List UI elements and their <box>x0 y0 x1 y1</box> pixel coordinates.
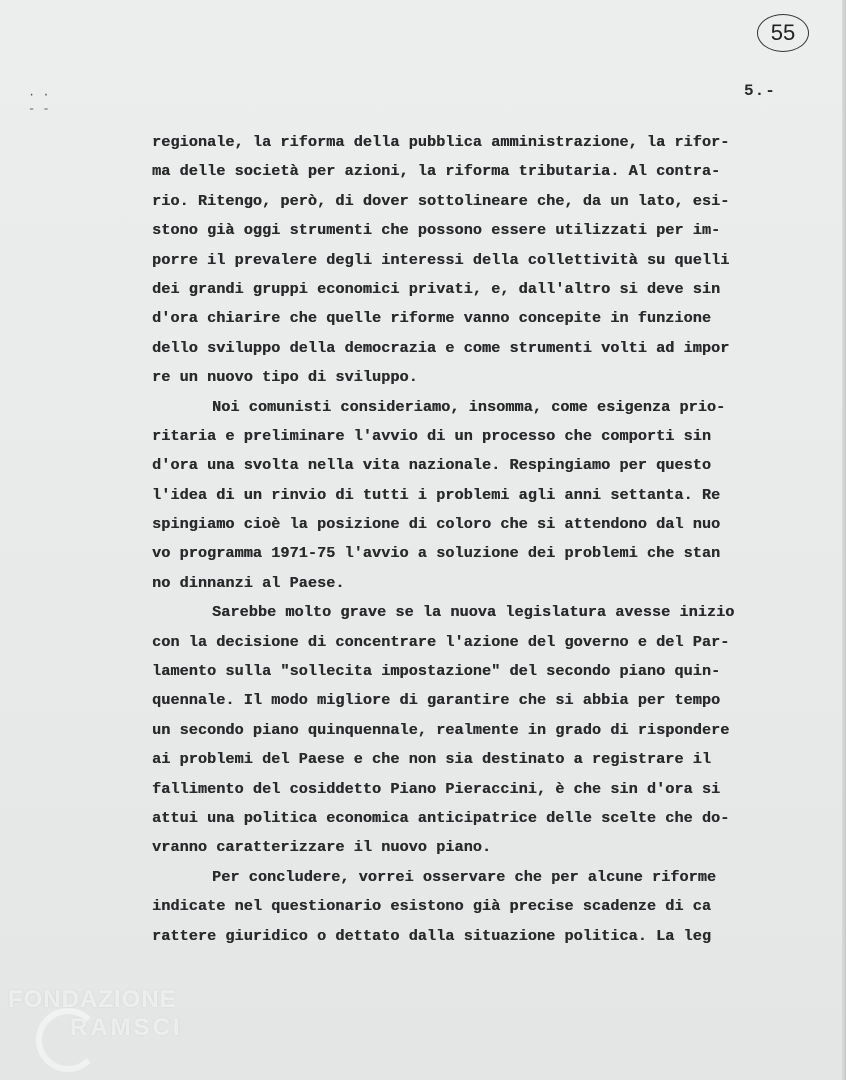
text-line: Sarebbe molto grave se la nuova legislatura avesse inizio <box>212 603 735 622</box>
text-line: rio. Ritengo, però, di dover sottolineare che, da un lato, esi- <box>152 191 730 210</box>
text-line: vranno caratterizzare il nuovo piano. <box>152 838 492 857</box>
text-line: ai problemi del Paese e che non sia destinato a registrare il <box>152 750 712 769</box>
text-line: attui una politica economica anticipatrice delle scelte che do- <box>152 808 730 827</box>
page-number: 5.- <box>744 82 776 100</box>
fondazione-gramsci-watermark <box>8 986 183 1042</box>
text-line: re un nuovo tipo di sviluppo. <box>152 368 418 387</box>
text-line: con la decisione di concentrare l'azione del governo e del Par- <box>152 632 730 651</box>
margin-mark: - - <box>28 102 50 116</box>
text-line: stono già oggi strumenti che possono essere utilizzati per im- <box>152 221 721 240</box>
text-line: ma delle società per azioni, la riforma tributaria. Al contra- <box>152 162 721 181</box>
margin-mark: · · <box>28 88 50 102</box>
watermark-line-1: FONDAZIONE <box>8 986 177 1013</box>
text-line: Noi comunisti consideriamo, insomma, come esigenza prio- <box>212 397 726 416</box>
watermark-line-2: RAMSCI <box>70 1014 183 1041</box>
text-line: fallimento del cosiddetto Piano Pieraccini, è che sin d'ora si <box>152 779 721 798</box>
text-line: d'ora una svolta nella vita nazionale. Respingiamo per questo <box>152 456 712 475</box>
watermark-g-logo-icon <box>36 1008 100 1072</box>
text-line: vo programma 1971-75 l'avvio a soluzione dei problemi che stan <box>152 544 721 563</box>
page-edge <box>842 0 846 1080</box>
text-line: no dinnanzi al Paese. <box>152 573 345 592</box>
typewritten-body <box>152 128 792 951</box>
text-line: un secondo piano quinquennale, realmente in grado di rispondere <box>152 720 730 739</box>
text-line: lamento sulla "sollecita impostazione" del secondo piano quin- <box>152 662 721 681</box>
text-line: quennale. Il modo migliore di garantire che si abbia per tempo <box>152 691 721 710</box>
text-line: porre il prevalere degli interessi della collettività su quelli <box>152 250 730 269</box>
text-line: indicate nel questionario esistono già precise scadenze di ca <box>152 897 712 916</box>
text-line: Per concludere, vorrei osservare che per alcune riforme <box>212 867 717 886</box>
text-line: rattere giuridico o dettato dalla situazione politica. La leg <box>152 926 712 945</box>
text-line: dei grandi gruppi economici privati, e, dall'altro si deve sin <box>152 279 721 298</box>
text-line: l'idea di un rinvio di tutti i problemi agli anni settanta. Re <box>152 485 721 504</box>
margin-marks <box>28 88 50 116</box>
text-line: spingiamo cioè la posizione di coloro che si attendono dal nuo <box>152 515 721 534</box>
archive-page-stamp: 55 <box>757 14 809 52</box>
text-line: regionale, la riforma della pubblica amministrazione, la rifor- <box>152 133 730 151</box>
text-line: d'ora chiarire che quelle riforme vanno concepite in funzione <box>152 309 712 328</box>
text-line: dello sviluppo della democrazia e come strumenti volti ad impor <box>152 338 730 357</box>
text-line: ritaria e preliminare l'avvio di un processo che comporti sin <box>152 426 712 445</box>
